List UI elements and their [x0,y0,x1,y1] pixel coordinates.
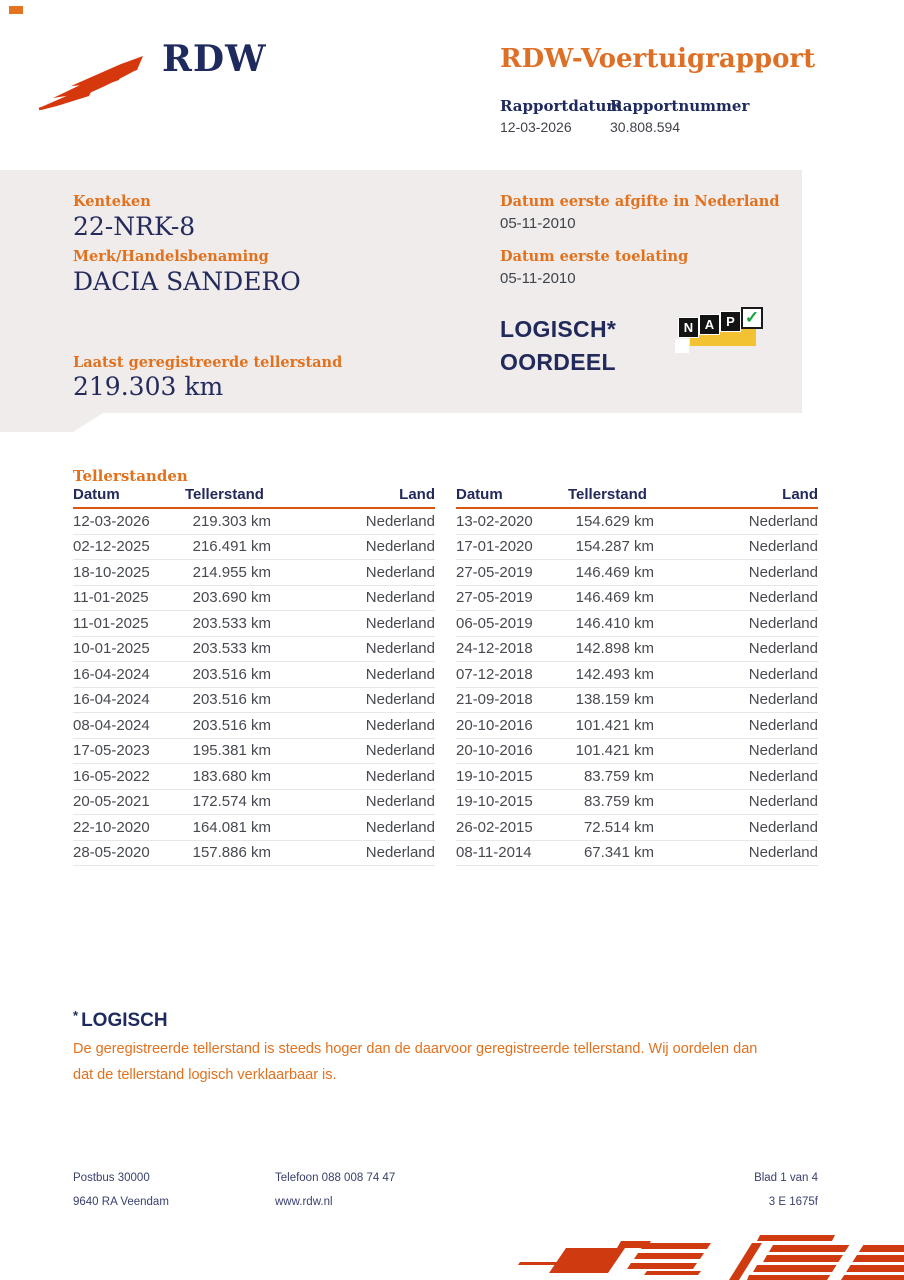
row-odometer: 154.287 km [575,538,654,556]
nap-letter-p: P [720,311,741,332]
table-row [73,611,435,637]
row-country: Nederland [365,716,435,734]
row-odometer: 138.159 km [575,691,654,709]
row-date: 08-04-2024 [73,716,150,734]
row-odometer: 195.381 km [192,742,271,760]
column-header-tellerstand: Tellerstand [568,486,647,503]
table-row [73,688,435,714]
oordeel-line2: OORDEEL [500,349,616,375]
table-row [456,815,818,841]
row-country: Nederland [748,512,818,530]
row-country: Nederland [748,563,818,581]
row-odometer: 183.680 km [192,767,271,785]
table-row [73,560,435,586]
nap-letter-n: N [678,317,699,338]
row-country: Nederland [365,844,435,862]
footer-address-line2: 9640 RA Veendam [73,1196,169,1208]
table-row [73,637,435,663]
merk-label: Merk/Handelsbenaming [73,248,269,265]
row-country: Nederland [365,818,435,836]
row-country: Nederland [748,793,818,811]
table-header [456,486,818,509]
table-row [73,713,435,739]
table-row [456,764,818,790]
table-row [73,535,435,561]
row-date: 19-10-2015 [456,793,533,811]
row-country: Nederland [748,844,818,862]
row-date: 22-10-2020 [73,818,150,836]
footer-address [73,1166,169,1214]
report-date-label: Rapportdatum [500,97,623,115]
eerste-afgifte-value: 05-11-2010 [500,215,576,232]
table-row [73,764,435,790]
report-date-value: 12-03-2026 [500,119,572,135]
row-date: 24-12-2018 [456,640,533,658]
nap-white-square [675,339,689,353]
footer-phone: Telefoon 088 008 74 47 [275,1172,396,1184]
table-row [73,586,435,612]
row-odometer: 157.886 km [192,844,271,862]
odometer-table-left [73,486,435,866]
kenteken-label: Kenteken [73,193,151,210]
row-odometer: 83.759 km [583,793,654,811]
row-date: 19-10-2015 [456,767,533,785]
column-header-datum: Datum [73,486,120,503]
column-header-datum: Datum [456,486,503,503]
row-date: 21-09-2018 [456,691,533,709]
row-country: Nederland [748,589,818,607]
column-header-land: Land [399,486,435,503]
table-row [73,662,435,688]
footer-address-line1: Postbus 30000 [73,1172,150,1184]
page-title: RDW-Voertuigrapport [500,44,816,74]
row-country: Nederland [365,793,435,811]
table-row [456,662,818,688]
row-date: 16-04-2024 [73,691,150,709]
table-row [456,586,818,612]
row-country: Nederland [365,614,435,632]
row-odometer: 101.421 km [575,716,654,734]
row-odometer: 203.516 km [192,665,271,683]
row-country: Nederland [748,818,818,836]
table-row [73,739,435,765]
table-row [73,790,435,816]
row-date: 20-05-2021 [73,793,150,811]
footer-page-number: Blad 1 van 4 [754,1172,818,1184]
kenteken-value: 22-NRK-8 [73,212,196,241]
row-date: 02-12-2025 [73,538,150,556]
table-row [456,688,818,714]
table-header [73,486,435,509]
row-country: Nederland [748,742,818,760]
row-country: Nederland [748,538,818,556]
row-odometer: 172.574 km [192,793,271,811]
table-row [73,841,435,867]
row-odometer: 146.469 km [575,563,654,581]
row-odometer: 203.516 km [192,691,271,709]
row-odometer: 203.533 km [192,614,271,632]
footnote-title [73,1008,168,1032]
row-date: 28-05-2020 [73,844,150,862]
row-date: 11-01-2025 [73,614,149,632]
footnote-asterisk: * [73,1008,79,1023]
row-date: 27-05-2019 [456,563,533,581]
row-odometer: 154.629 km [575,512,654,530]
row-odometer: 214.955 km [192,563,271,581]
report-number-label: Rapportnummer [610,97,750,115]
row-country: Nederland [365,640,435,658]
row-date: 26-02-2015 [456,818,533,836]
rdw-wordmark: RDW [162,38,267,80]
row-country: Nederland [365,538,435,556]
laatste-tellerstand-value: 219.303 km [73,372,224,401]
table-row [456,841,818,867]
row-odometer: 219.303 km [192,512,271,530]
row-odometer: 101.421 km [575,742,654,760]
footnote-title-text: LOGISCH [81,1010,168,1031]
row-odometer: 142.898 km [575,640,654,658]
footer-page-info [618,1166,818,1214]
row-date: 06-05-2019 [456,614,533,632]
odometer-table-right [456,486,818,866]
row-date: 12-03-2026 [73,512,150,530]
table-row [456,739,818,765]
row-country: Nederland [365,563,435,581]
row-country: Nederland [365,691,435,709]
oordeel-line1: LOGISCH* [500,316,617,342]
row-country: Nederland [748,767,818,785]
nap-letter-a: A [699,314,720,335]
row-country: Nederland [365,589,435,607]
table-row [456,535,818,561]
row-country: Nederland [748,640,818,658]
footer-contact [275,1166,395,1214]
table-row [456,637,818,663]
corner-crop-mark [9,6,23,14]
table-row [73,509,435,535]
row-date: 16-05-2022 [73,767,150,785]
eerste-toelating-label: Datum eerste toelating [500,248,689,265]
row-odometer: 146.410 km [575,614,654,632]
row-date: 16-04-2024 [73,665,150,683]
footer-website: www.rdw.nl [275,1196,333,1208]
row-country: Nederland [365,512,435,530]
table-row [456,713,818,739]
laatste-tellerstand-label: Laatst geregistreerde tellerstand [73,354,343,371]
nap-checkmark-icon: ✓ [741,307,763,329]
row-date: 17-05-2023 [73,742,150,760]
row-odometer: 216.491 km [192,538,271,556]
tellerstanden-section-title: Tellerstanden [73,467,188,485]
row-odometer: 83.759 km [583,767,654,785]
eerste-toelating-value: 05-11-2010 [500,270,576,287]
bottom-speed-stripes-graphic [505,1233,904,1280]
row-odometer: 67.341 km [583,844,654,862]
row-date: 20-10-2016 [456,716,533,734]
nap-logo [675,303,761,355]
footnote-body: De geregistreerde tellerstand is steeds hoger dan de daarvoor geregistreerde tellerstand. Wij oordelen dan dat de tellerstand logisch verklaarbaar is. [73,1041,758,1083]
footer-form-code: 3 E 1675f [768,1196,818,1208]
row-odometer: 203.516 km [192,716,271,734]
table-row [456,509,818,535]
report-number-value: 30.808.594 [610,119,681,135]
row-country: Nederland [748,665,818,683]
row-country: Nederland [365,665,435,683]
column-header-tellerstand: Tellerstand [185,486,264,503]
row-country: Nederland [748,614,818,632]
row-country: Nederland [365,742,435,760]
row-date: 10-01-2025 [73,640,150,658]
row-date: 11-01-2025 [73,589,149,607]
row-odometer: 203.533 km [192,640,271,658]
row-date: 07-12-2018 [456,665,533,683]
row-date: 08-11-2014 [456,844,532,862]
column-header-land: Land [782,486,818,503]
eerste-afgifte-label: Datum eerste afgifte in Nederland [500,193,780,210]
table-row [456,611,818,637]
row-odometer: 72.514 km [583,818,654,836]
row-date: 13-02-2020 [456,512,533,530]
rdw-feather-logo-icon [36,54,148,112]
row-date: 27-05-2019 [456,589,533,607]
row-country: Nederland [748,716,818,734]
row-country: Nederland [365,767,435,785]
row-odometer: 142.493 km [575,665,654,683]
table-row [456,560,818,586]
row-odometer: 146.469 km [575,589,654,607]
row-odometer: 203.690 km [192,589,271,607]
table-row [73,815,435,841]
row-date: 20-10-2016 [456,742,533,760]
row-date: 18-10-2025 [73,563,150,581]
row-date: 17-01-2020 [456,538,533,556]
merk-value: DACIA SANDERO [73,267,301,296]
table-row [456,790,818,816]
row-odometer: 164.081 km [192,818,271,836]
row-country: Nederland [748,691,818,709]
